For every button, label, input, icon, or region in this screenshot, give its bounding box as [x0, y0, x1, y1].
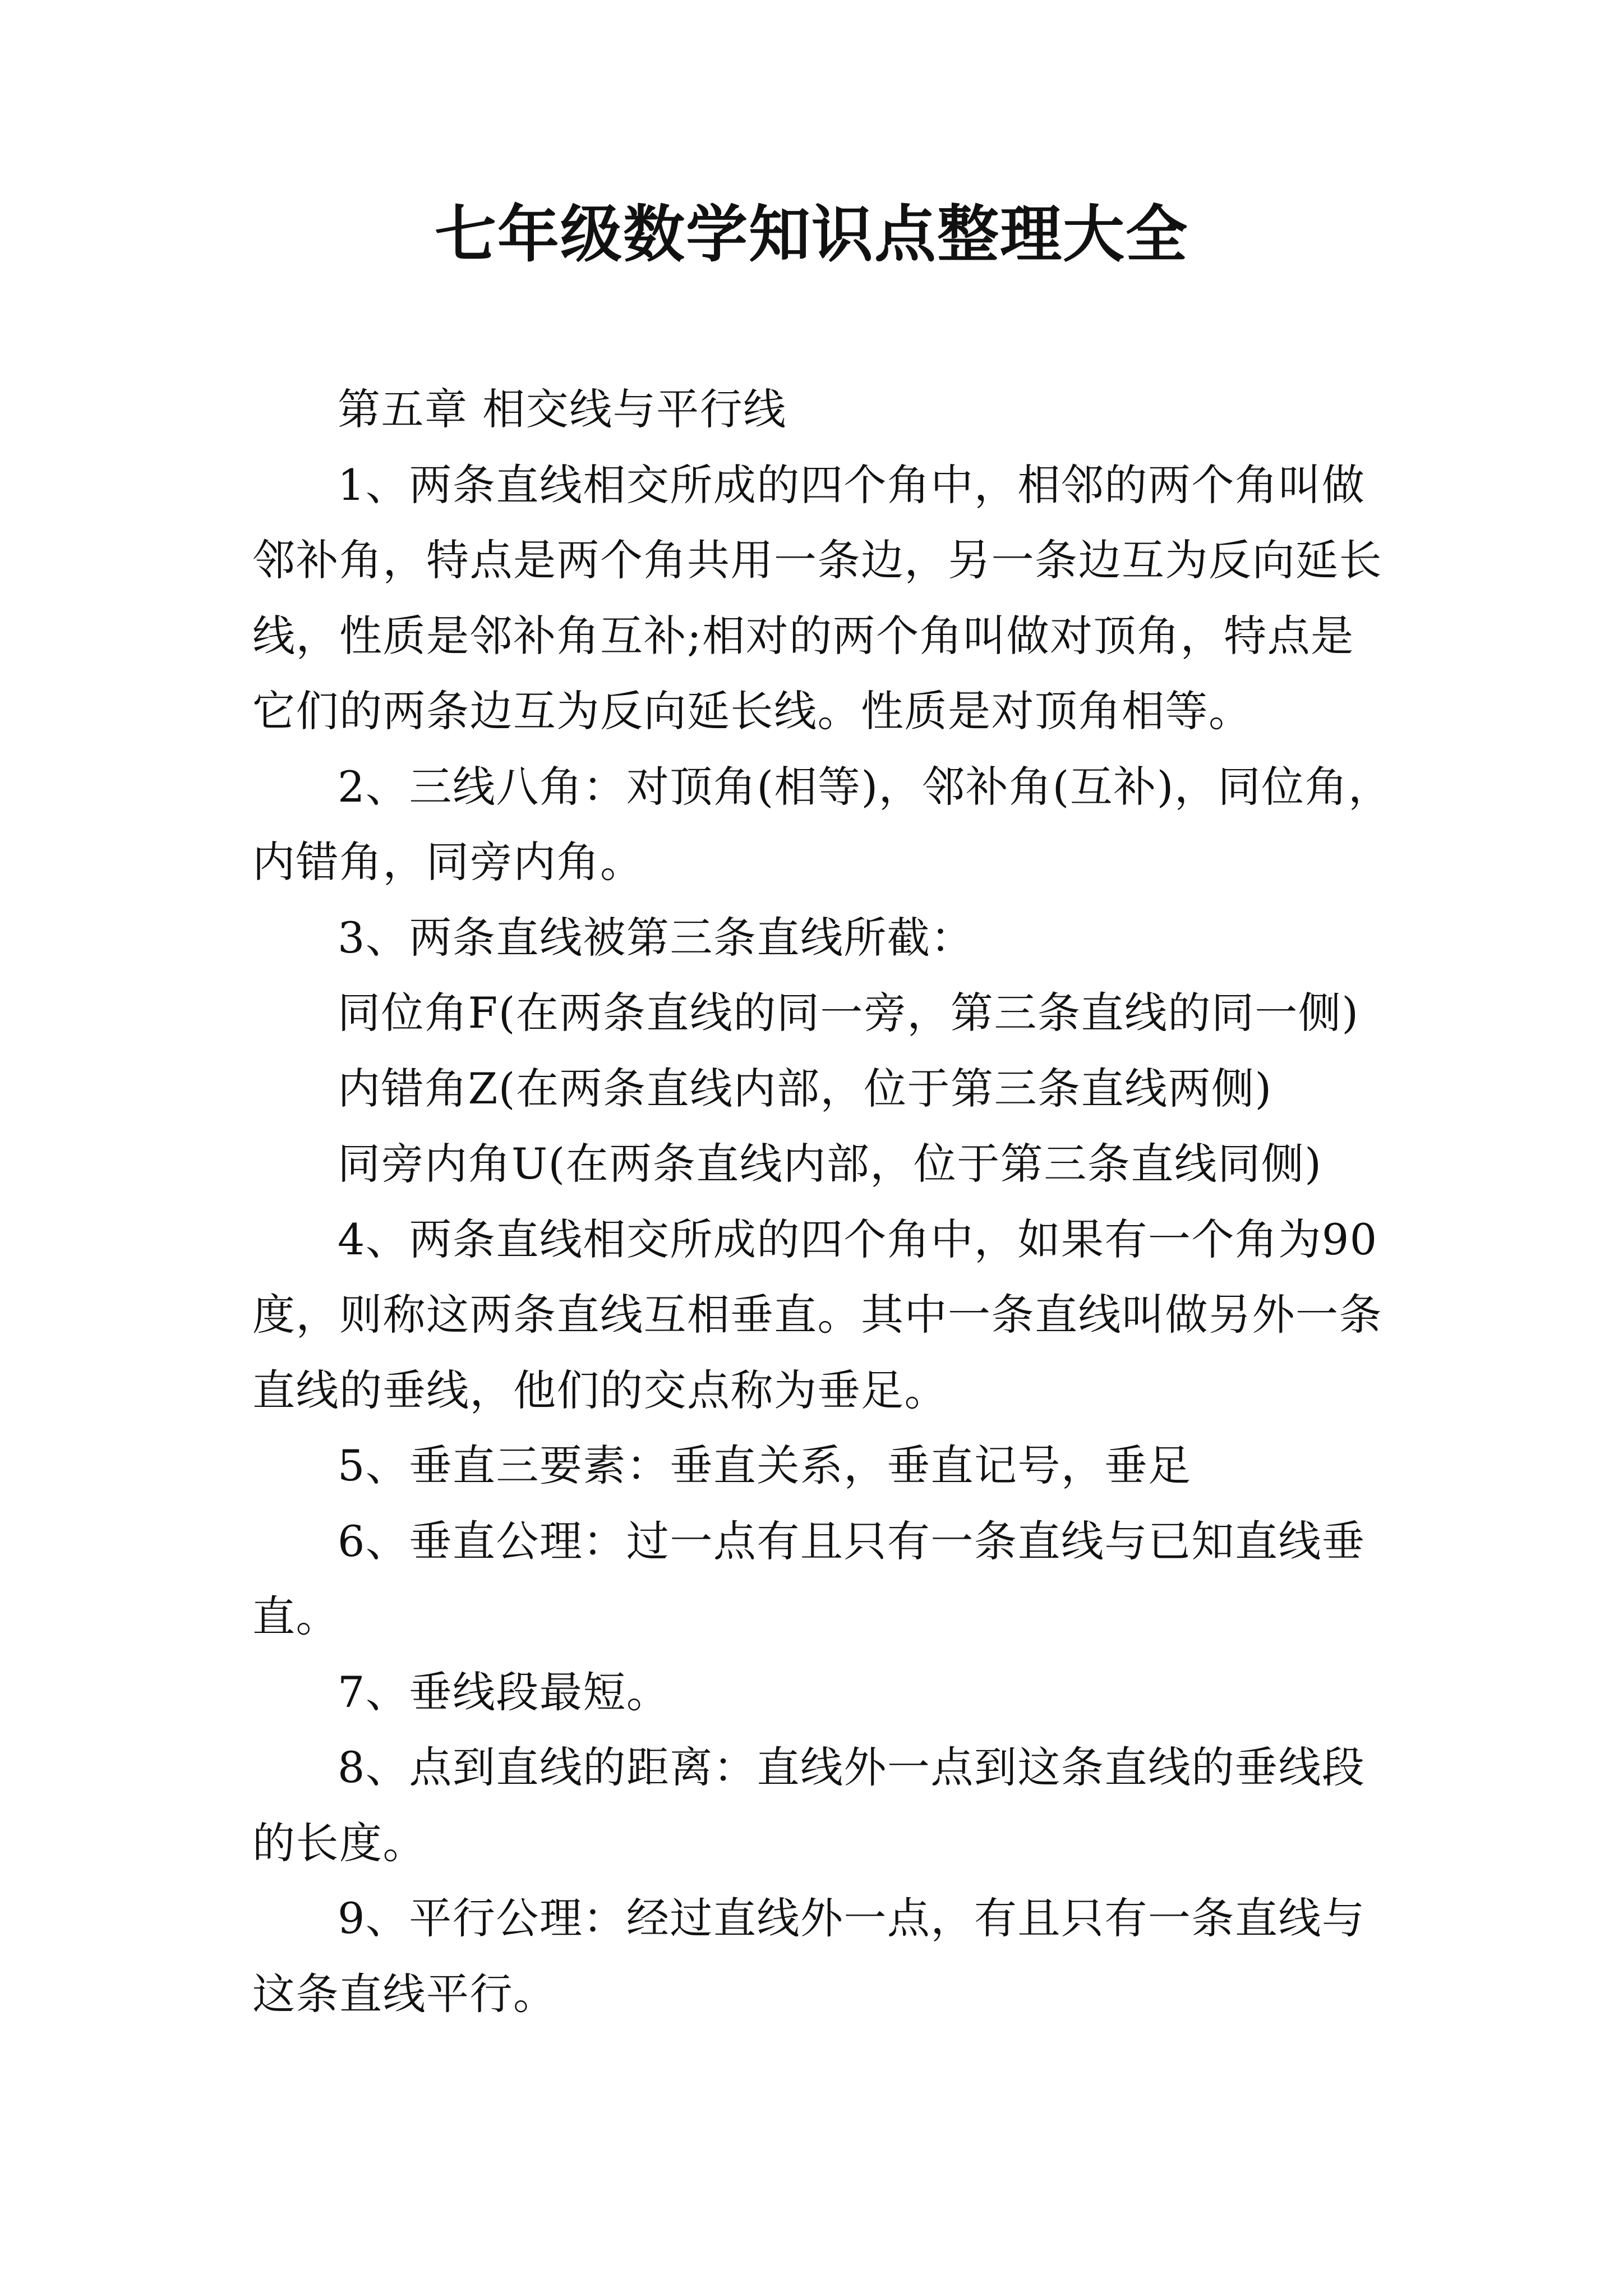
document-title: 七年级数学知识点整理大全 — [435, 198, 1188, 270]
paragraph-1: 1、两条直线相交所成的四个角中，相邻的两个角叫做邻补角，特点是两个角共用一条边，另一条边互为反向延长线，性质是邻补角互补;相对的两个角叫做对顶角，特点是它们的两条边互为反向延长线。性质是对顶角相等。 — [252, 459, 1382, 736]
paragraph-9: 9、平行公理：经过直线外一点，有且只有一条直线与这条直线平行。 — [252, 1893, 1366, 2019]
paragraph-3-item-z: 内错角Z(在两条直线内部，位于第三条直线两侧) — [338, 1063, 1272, 1114]
paragraph-8: 8、点到直线的距离：直线外一点到这条直线的垂线段的长度。 — [252, 1742, 1366, 1868]
chapter-heading: 第五章 相交线与平行线 — [338, 384, 787, 434]
paragraph-5: 5、垂直三要素：垂直关系，垂直记号，垂足 — [338, 1441, 1192, 1490]
paragraph-2: 2、三线八角：对顶角(相等)，邻补角(互补)，同位角，内错角，同旁内角。 — [252, 761, 1392, 887]
paragraph-3-item-u: 同旁内角U(在两条直线内部，位于第三条直线同侧) — [338, 1139, 1322, 1189]
document-body — [252, 372, 1396, 2032]
paragraph-3-item-f: 同位角F(在两条直线的同一旁，第三条直线的同一侧) — [338, 988, 1359, 1038]
paragraph-7: 7、垂线段最短。 — [338, 1667, 670, 1717]
paragraph-6: 6、垂直公理：过一点有且只有一条直线与已知直线垂直。 — [252, 1516, 1366, 1641]
paragraph-4: 4、两条直线相交所成的四个角中，如果有一个角为90度，则称这两条直线互相垂直。其中一条直线叫做另外一条直线的垂线，他们的交点称为垂足。 — [252, 1214, 1382, 1415]
paragraph-3: 3、两条直线被第三条直线所截： — [338, 912, 974, 963]
